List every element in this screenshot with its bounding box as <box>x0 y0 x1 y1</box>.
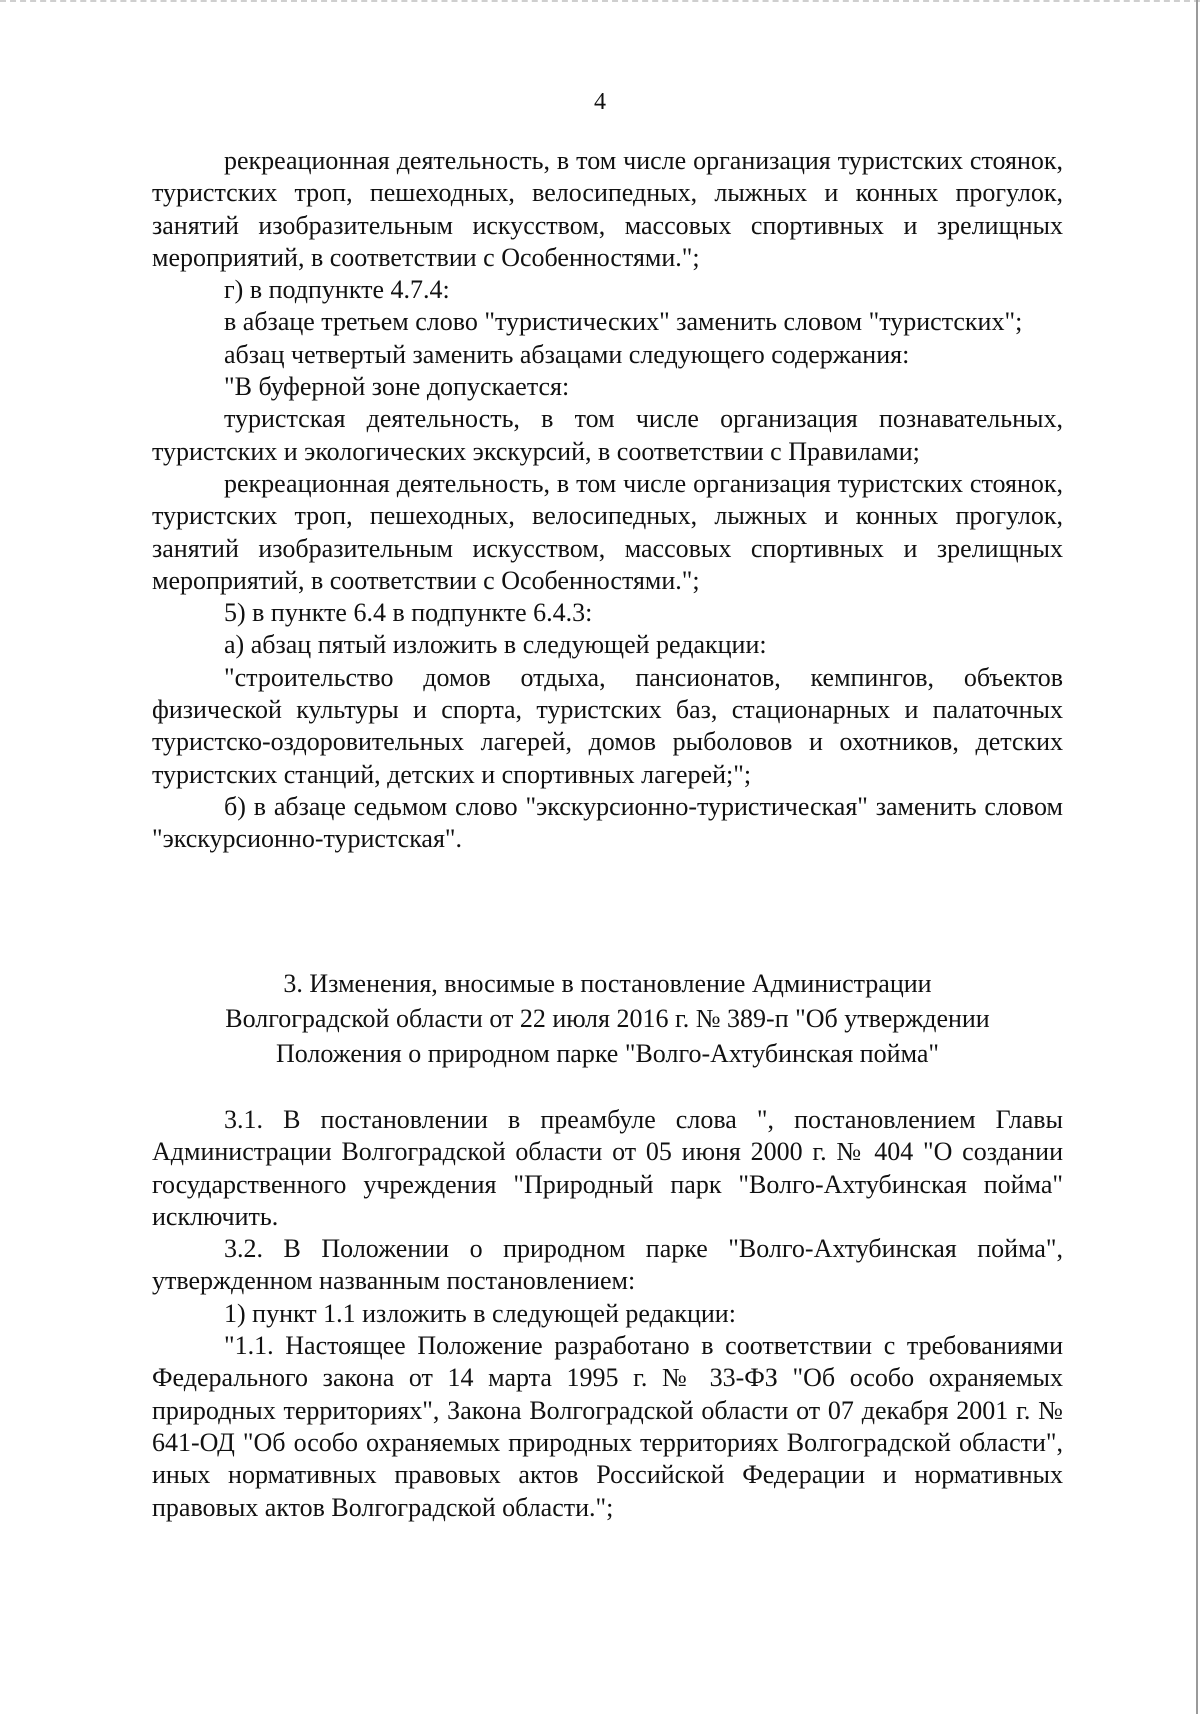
paragraph: туристская деятельность, в том числе организация познавательных, туристских и экологических экскурсий, в соответствии с Правилами; <box>152 404 1063 466</box>
paragraph: в абзаце третьем слово "туристических" заменить словом "туристских"; <box>224 307 1023 337</box>
paragraph: рекреационная деятельность, в том числе организация туристских стоянок, туристских троп, пешеходных, велосипедных, лыжных и конных прогулок, занятий изобразительным искусством, массовых спортивных и зрелищных мероприятий, в соответствии с Особенностями."; <box>152 468 1063 595</box>
paragraph: "строительство домов отдыха, пансионатов, кемпингов, объектов физической культуры и спорта, туристских баз, стационарных и палаточных туристско-оздоровительных лагерей, домов рыболовов и охотников, детских туристских станций, детских и спортивных лагерей;"; <box>152 662 1063 789</box>
paragraph: "В буферной зоне допускается: <box>224 372 570 402</box>
scan-right-edge <box>1196 0 1198 1714</box>
paragraph: а) абзац пятый изложить в следующей редакции: <box>224 630 767 660</box>
paragraph: абзац четвертый заменить абзацами следующего содержания: <box>224 339 910 369</box>
paragraph: рекреационная деятельность, в том числе организация туристских стоянок, туристских троп, пешеходных, велосипедных, лыжных и конных прогулок, занятий изобразительным искусством, массовых спортивных и зрелищных мероприятий, в соответствии с Особенностями."; <box>152 146 1063 272</box>
heading-line: Волгоградской области от 22 июля 2016 г. № 389-п "Об утверждении <box>225 1004 990 1033</box>
page-number: 4 <box>594 89 606 115</box>
heading-line: 3. Изменения, вносимые в постановление Администрации <box>283 969 932 998</box>
paragraph: 5) в пункте 6.4 в подпункте 6.4.3: <box>224 598 593 628</box>
heading-line: Положения о природном парке "Волго-Ахтубинская пойма" <box>275 1039 940 1068</box>
paragraph: "1.1. Настоящее Положение разработано в соответствии с требованиями Федерального закона от 14 марта 1995 г. № 33-ФЗ "Об особо охраняемых природных территориях", Закона Волгоградской области от 07 декабря 2001 г. № 641-ОД "Об особо охраняемых природных территориях Волгоградской области", иных нормативных правовых актов Российской Федерации и нормативных правовых актов Волгоградской области."; <box>152 1331 1063 1522</box>
paragraph: г) в подпункте 4.7.4: <box>224 275 450 305</box>
section-3-heading <box>152 966 1063 1071</box>
paragraph: 1) пункт 1.1 изложить в следующей редакции: <box>224 1298 736 1328</box>
paragraph: б) в абзаце седьмом слово "экскурсионно-туристическая" заменить словом "экскурсионно-туристская". <box>152 791 1063 854</box>
scan-top-edge <box>0 0 1200 2</box>
paragraph: 3.2. В Положении о природном парке "Волго-Ахтубинская пойма", утвержденном названным постановлением: <box>152 1234 1063 1296</box>
amendments-text <box>152 145 1063 856</box>
section-3-text <box>152 1104 1063 1524</box>
paragraph: 3.1. В постановлении в преамбуле слова ", постановлением Главы Администрации Волгоградской области от 05 июня 2000 г. № 404 "О создании государственного учреждения "Природный парк "Волго-Ахтубинская пойма" исключить. <box>152 1105 1063 1231</box>
